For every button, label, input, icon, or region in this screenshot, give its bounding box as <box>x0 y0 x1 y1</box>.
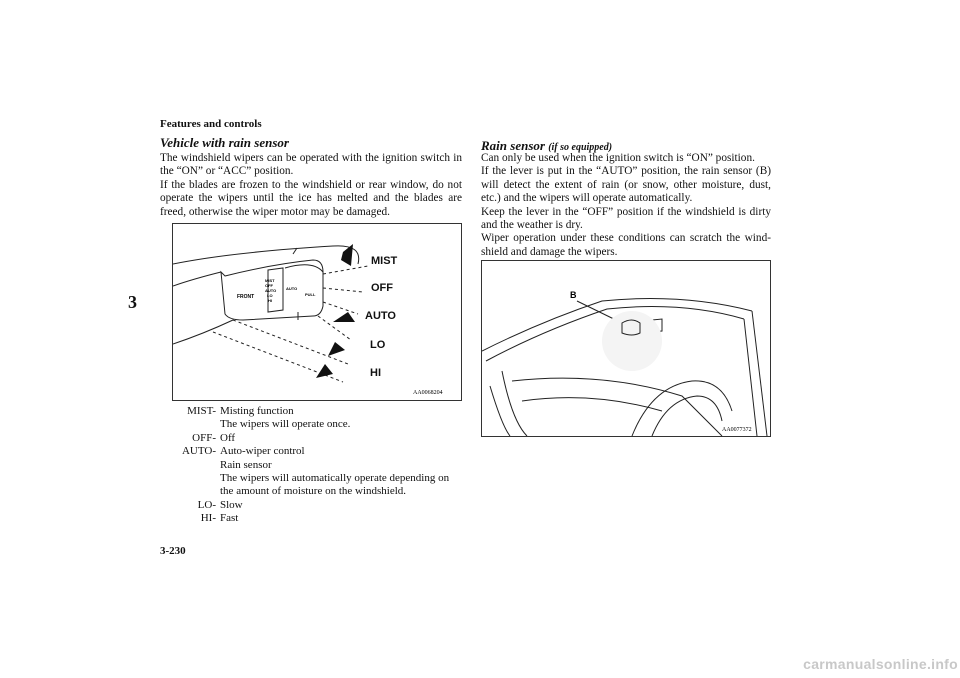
windshield-illustration <box>482 261 770 436</box>
lever-text: OFF <box>265 283 273 288</box>
legend-text: Fast <box>220 512 239 525</box>
hi-arrow <box>316 364 333 378</box>
section-header: Features and controls <box>160 118 262 130</box>
lever-text: HI <box>268 298 272 303</box>
lo-label: LO <box>370 339 386 351</box>
legend-text: The wipers will automatically operate depending on the amount of moisture on the windshield. <box>220 472 450 498</box>
hi-label: HI <box>370 367 381 379</box>
legend-key: OFF- <box>192 431 216 444</box>
lever-text: AUTO <box>265 288 277 293</box>
right-paragraph: Wiper operation under these conditions can scratch the wind-shield and damage the wipers. <box>481 232 771 258</box>
watermark: carmanualsonline.info <box>803 656 958 672</box>
front-text: FRONT <box>237 294 255 300</box>
legend-text: Rain sensor <box>220 458 272 471</box>
legend-item <box>163 499 463 512</box>
legend-text: The wipers will operate once. <box>220 418 351 431</box>
legend-text: Off <box>220 431 236 444</box>
wiper-lever-illustration <box>173 224 461 400</box>
label-b: B <box>570 290 577 300</box>
mist-label: MIST <box>371 255 398 267</box>
pull-text: PULL <box>305 292 316 297</box>
page-number: 3-230 <box>160 545 186 557</box>
auto-arrow <box>333 312 355 322</box>
legend-item <box>163 405 463 432</box>
legend-list <box>163 405 463 526</box>
left-paragraph: If the blades are frozen to the windshield or rear window, do not operate the wipers until the ice has melted and the blades are freed, otherwise the wiper motor may be damaged. <box>160 178 462 218</box>
legend-text: Slow <box>220 498 243 511</box>
legend-text: Auto-wiper control <box>220 445 305 458</box>
left-body <box>160 152 462 219</box>
legend-text: Misting function <box>220 405 294 417</box>
windshield-figure <box>481 260 771 437</box>
chapter-tab: 3 <box>128 292 137 312</box>
legend-item <box>163 432 463 445</box>
dash-curve <box>173 246 359 264</box>
wiper-lever-figure <box>172 223 462 401</box>
right-paragraph: If the lever is put in the “AUTO” position, the rain sensor (B) will detect the extent of rain (or snow, other moisture, dust, etc.) and the wipers will operate automatically. <box>481 165 771 205</box>
auto-text: AUTO <box>286 286 298 291</box>
right-paragraph: Can only be used when the ignition switch is “ON” position. <box>481 152 755 164</box>
right-paragraph: Keep the lever in the “OFF” position if the windshield is dirty and the weather is dry. <box>481 205 771 232</box>
left-paragraph: The windshield wipers can be operated with the ignition switch in the “ON” or “ACC” position. <box>160 152 462 178</box>
figure-code: AA0077372 <box>722 427 752 433</box>
legend-key: LO- <box>197 498 216 511</box>
figure-code: AA0068204 <box>413 390 443 396</box>
mist-arrow <box>341 244 353 266</box>
left-heading: Vehicle with rain sensor <box>160 135 289 150</box>
lever-text: LO <box>267 293 273 298</box>
legend-item <box>163 445 463 499</box>
steering-wheel <box>632 381 732 436</box>
off-label: OFF <box>371 282 393 294</box>
right-body <box>481 152 771 259</box>
lo-arrow <box>328 342 345 356</box>
legend-key: MIST- <box>187 405 216 417</box>
legend-key: AUTO- <box>181 445 216 458</box>
right-heading-text: Rain sensor <box>481 138 545 153</box>
legend-item <box>163 512 463 525</box>
auto-label: AUTO <box>365 310 396 322</box>
legend-key: HI- <box>200 512 216 525</box>
lever-text: MIST <box>265 278 275 283</box>
right-heading-note: (if so equipped) <box>548 142 613 153</box>
